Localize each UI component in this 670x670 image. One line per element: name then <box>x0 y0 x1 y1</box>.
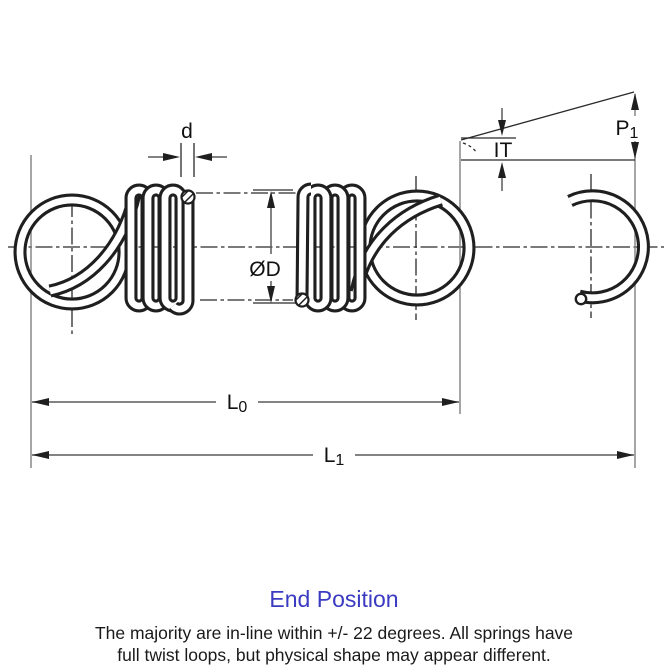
extended-position-slant-line <box>461 92 634 140</box>
right-coil-body <box>287 189 360 316</box>
wire-diameter-label: d <box>181 120 193 143</box>
l0-arrow-left <box>32 398 49 406</box>
initial-tension-label: IT <box>493 139 513 162</box>
l0-arrow-right <box>442 398 459 406</box>
p1-it-construction <box>461 92 635 160</box>
end-view-wire-tip <box>576 294 586 304</box>
right-hook <box>356 196 469 300</box>
caption <box>95 586 573 665</box>
l1-arrow-right <box>617 451 634 459</box>
angle-indicator-arc <box>463 143 477 153</box>
caption-note-line2: full twist loops, but physical shape may appear different. <box>117 645 551 665</box>
left-wire-cut-end <box>182 191 195 204</box>
caption-title: End Position <box>269 586 399 612</box>
spring-wire <box>20 178 643 316</box>
left-coil-body <box>131 178 202 309</box>
caption-note-line1: The majority are in-line within +/- 22 degrees. All springs have <box>94 623 574 643</box>
it-arrow-bottom <box>498 162 506 178</box>
d-arrow-left <box>163 153 180 161</box>
free-length-label: L0 <box>226 391 248 416</box>
outer-diameter-label: ØD <box>249 258 281 281</box>
p1-arrow-bottom <box>631 142 639 159</box>
right-wire-cut-end <box>296 294 309 307</box>
load-p1-label: P1 <box>615 117 639 142</box>
extended-length-label: L1 <box>323 444 345 469</box>
left-hook <box>20 194 135 304</box>
l1-arrow-left <box>32 451 49 459</box>
p1-arrow-top <box>631 93 639 110</box>
d-arrow-right <box>195 153 212 161</box>
hook-end-view <box>570 196 643 304</box>
